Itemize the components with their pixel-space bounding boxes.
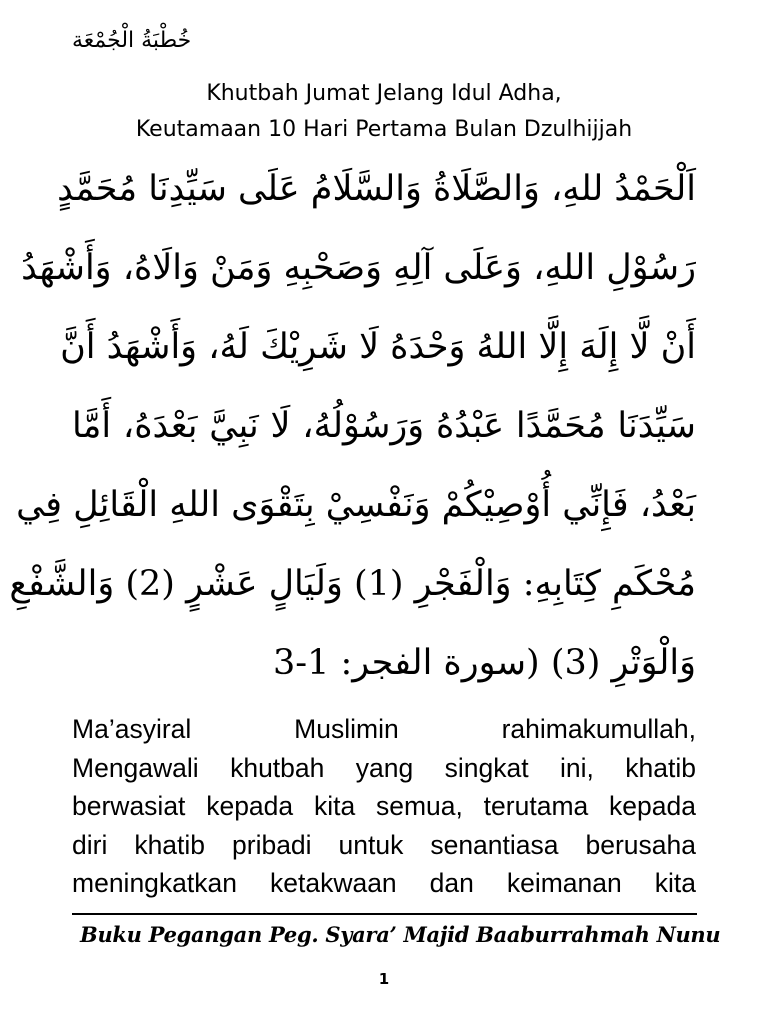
body-line: diri khatib pribadi untuk senantiasa berusaha xyxy=(72,829,696,860)
title-line-1: Khutbah Jumat Jelang Idul Adha, xyxy=(206,81,562,106)
arabic-line: بَعْدُ، فَإِنِّي أُوْصِيْكُمْ وَنَفْسِيْ بِتَقْوَى اللهِ الْقَائِلِ فِي xyxy=(16,485,696,525)
arabic-line: أَنْ لَّا إِلَهَ إِلَّا اللهُ وَحْدَهُ لَا شَرِيْكَ لَهُ، وَأَشْهَدُ أَنَّ xyxy=(60,327,696,367)
body-line: meningkatkan ketakwaan dan keimanan kita xyxy=(72,868,696,898)
arabic-line: مُحْكَمِ كِتَابِهِ: وَالْفَجْرِ (1) وَلَيَالٍ عَشْرٍ (2) وَالشَّفْعِ xyxy=(9,564,696,604)
body-line: Ma’asyiral Muslimin rahimakumullah, xyxy=(72,714,696,744)
footer-book-title: Buku Pegangan Peg. Syara’ Majid Baaburrahmah Nunu xyxy=(80,922,721,947)
arabic-opening-text xyxy=(9,150,696,703)
page-number: 1 xyxy=(378,970,390,988)
body-line: Mengawali khutbah yang singkat ini, khatib xyxy=(72,752,696,783)
arabic-line: سَيِّدَنَا مُحَمَّدًا عَبْدُهُ وَرَسُوْلُهُ، لَا نَبِيَّ بَعْدَهُ، أَمَّا xyxy=(72,406,696,446)
arabic-line: رَسُوْلِ اللهِ، وَعَلَى آلِهِ وَصَحْبِهِ وَمَنْ وَالَاهُ، وَأَشْهَدُ xyxy=(21,248,696,288)
document-title xyxy=(72,76,696,148)
arabic-line: اَلْحَمْدُ للهِ، وَالصَّلَاةُ وَالسَّلَامُ عَلَى سَيِّدِنَا مُحَمَّدٍ xyxy=(57,169,696,209)
sermon-body-text xyxy=(72,710,696,903)
footer-divider xyxy=(72,913,697,915)
body-line: berwasiat kepada kita semua, terutama kepada xyxy=(72,791,696,821)
title-line-2: Keutamaan 10 Hari Pertama Bulan Dzulhijjah xyxy=(135,117,633,142)
arabic-line: وَالْوَتْرِ (3) (سورة الفجر: 1-3 xyxy=(272,643,696,683)
arabic-header-title: خُطْبَةُ الْجُمْعَة xyxy=(72,28,192,53)
